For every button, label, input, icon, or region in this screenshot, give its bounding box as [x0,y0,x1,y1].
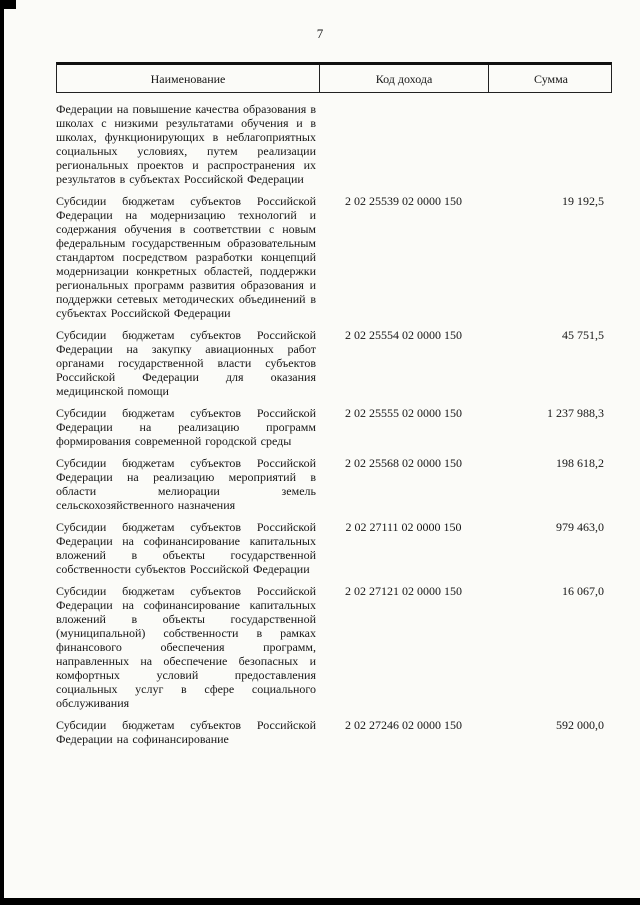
cell-name: Субсидии бюджетам субъектов Российской Федерации на закупку авиационных работ органами государственной власти субъектов Российской Федерации для оказания медицинской помощи [56,328,316,398]
cell-name: Федерации на повышение качества образования в школах с низкими результатами обучения и в школах, функционирующих в неблагоприятных социальных условиях, путем реализации региональных проектов и распространения их результатов в субъектах Российской Федерации [56,102,316,186]
cell-code: 2 02 25568 02 0000 150 [345,456,462,470]
table-row [56,718,612,746]
cell-sum: 19 192,5 [562,194,604,208]
table-row [56,520,612,576]
cell-code: 2 02 25539 02 0000 150 [345,194,462,208]
cell-sum: 16 067,0 [562,584,604,598]
cell-name: Субсидии бюджетам субъектов Российской Федерации на софинансирование капитальных вложений в объекты государственной (муниципальной) собственности в рамках финансового обеспечения программ, направленных на обеспечение безопасных и комфортных условий предоставления социальных услуг в сфере социального обслуживания [56,584,316,710]
cell-sum: 198 618,2 [556,456,604,470]
cell-sum: 1 237 988,3 [547,406,604,420]
cell-sum: 45 751,5 [562,328,604,342]
table-row [56,194,612,320]
cell-sum: 592 000,0 [556,718,604,732]
cell-name: Субсидии бюджетам субъектов Российской Федерации на софинансирование капитальных вложений в объекты государственной собственности субъектов Российской Федерации [56,520,316,576]
cell-sum [488,102,612,186]
table-row [56,406,612,448]
cell-code: 2 02 27246 02 0000 150 [345,718,462,732]
table-row [56,456,612,512]
cell-name: Субсидии бюджетам субъектов Российской Федерации на реализацию программ формирования современной городской среды [56,406,316,448]
header-cell-code: Код дохода [320,65,489,92]
cell-code: 2 02 25554 02 0000 150 [345,328,462,342]
cell-code: 2 02 25555 02 0000 150 [345,406,462,420]
cell-code: 2 02 27111 02 0000 150 [345,520,462,534]
table-row [56,584,612,710]
cell-code [319,102,488,186]
scan-artifact-bottom-edge [0,898,640,905]
table-body [56,93,612,746]
cell-name: Субсидии бюджетам субъектов Российской Федерации на модернизацию технологий и содержания обучения в соответствии с новым федеральным государственным образовательным стандартом посредством разработки концепций модернизации конкретных областей, поддержки региональных программ развития образования и поддержки сетевых методических объединений в субъектах Российской Федерации [56,194,316,320]
scan-artifact-left-edge [0,0,4,905]
header-cell-sum: Сумма [534,72,568,86]
table-header [56,62,612,93]
table-row [56,102,612,186]
table-row [56,328,612,398]
page-number: 7 [316,26,324,41]
budget-table [56,62,612,746]
cell-name: Субсидии бюджетам субъектов Российской Федерации на реализацию мероприятий в области мелиорации земель сельскохозяйственного назначения [56,456,316,512]
cell-sum: 979 463,0 [556,520,604,534]
cell-code: 2 02 27121 02 0000 150 [345,584,462,598]
header-cell-name: Наименование [57,65,320,92]
cell-name: Субсидии бюджетам субъектов Российской Федерации на софинансирование [56,718,316,746]
